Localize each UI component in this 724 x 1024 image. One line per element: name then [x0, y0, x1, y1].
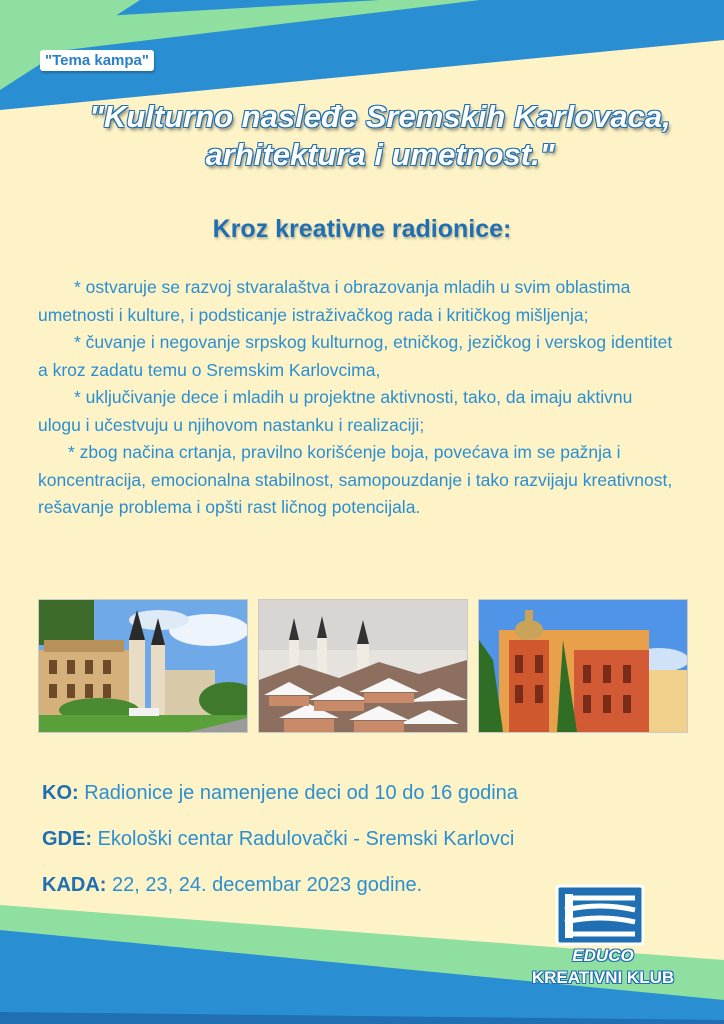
- info-where-value: Ekološki centar Radulovački - Sremski Karlovci: [97, 828, 515, 850]
- photo-red-building: [478, 599, 688, 733]
- photo-winter-town: [258, 599, 468, 733]
- info-when-label: KADA:: [42, 874, 107, 896]
- paragraph-1-first: * ostvaruje se razvoj stvaralaštva i obrazovanja mladih u svim oblastima: [74, 277, 631, 297]
- logo-subtitle: KREATIVNI KLUB: [531, 968, 675, 987]
- paragraph-1-rest: umetnosti i kulture, i podsticanje istraživačkog rada i kritičkog mišljenja;: [38, 304, 589, 325]
- paragraph-4-first: * zbog načina crtanja, pravilno korišćenje boja, povećava im se pažnja i: [68, 442, 621, 462]
- photo-cathedral-square: [38, 599, 248, 733]
- info-where: [42, 828, 514, 851]
- description: [38, 274, 698, 522]
- paragraph-4-rest: koncentracija, emocionalna stabilnost, samopouzdanje i tako razvijaju kreativnost,: [38, 469, 673, 490]
- paragraph-2-rest: a kroz zadatu temu o Sremskim Karlovcima,: [38, 359, 381, 380]
- camp-title-line1: "Kulturno nasleđe Sremskih Karlovaca,: [89, 99, 671, 134]
- book-icon: [555, 884, 645, 946]
- paragraph-4-rest2: rešavanje problema i opšti rast ličnog potencijala.: [38, 497, 421, 517]
- paragraph-3-rest: ulogu i učestvuju u njihovom nastanku i realizaciji;: [38, 414, 425, 435]
- info-who: [42, 782, 518, 805]
- info-when-value: 22, 23, 24. decembar 2023 godine.: [112, 874, 423, 896]
- info-when: [42, 874, 422, 897]
- theme-tag: "Tema kampa": [40, 50, 154, 71]
- logo-name: EDUCO: [572, 946, 634, 965]
- info-where-label: GDE:: [42, 828, 92, 850]
- camp-title-line2: arhitektura i umetnost.": [205, 137, 555, 172]
- educo-logo: [518, 880, 688, 990]
- info-who-value: Radionice je namenjene deci od 10 do 16 godina: [84, 782, 518, 804]
- camp-title: [60, 98, 700, 174]
- paragraph-3-first: * uključivanje dece i mladih u projektne aktivnosti, tako, da imaju aktivnu: [74, 387, 633, 407]
- paragraph-2-first: * čuvanje i negovanje srpskog kulturnog, etničkog, jezičkog i verskog identitet: [74, 332, 673, 352]
- info-who-label: KO:: [42, 782, 79, 804]
- workshops-heading: Kroz kreativne radionice:: [212, 215, 512, 243]
